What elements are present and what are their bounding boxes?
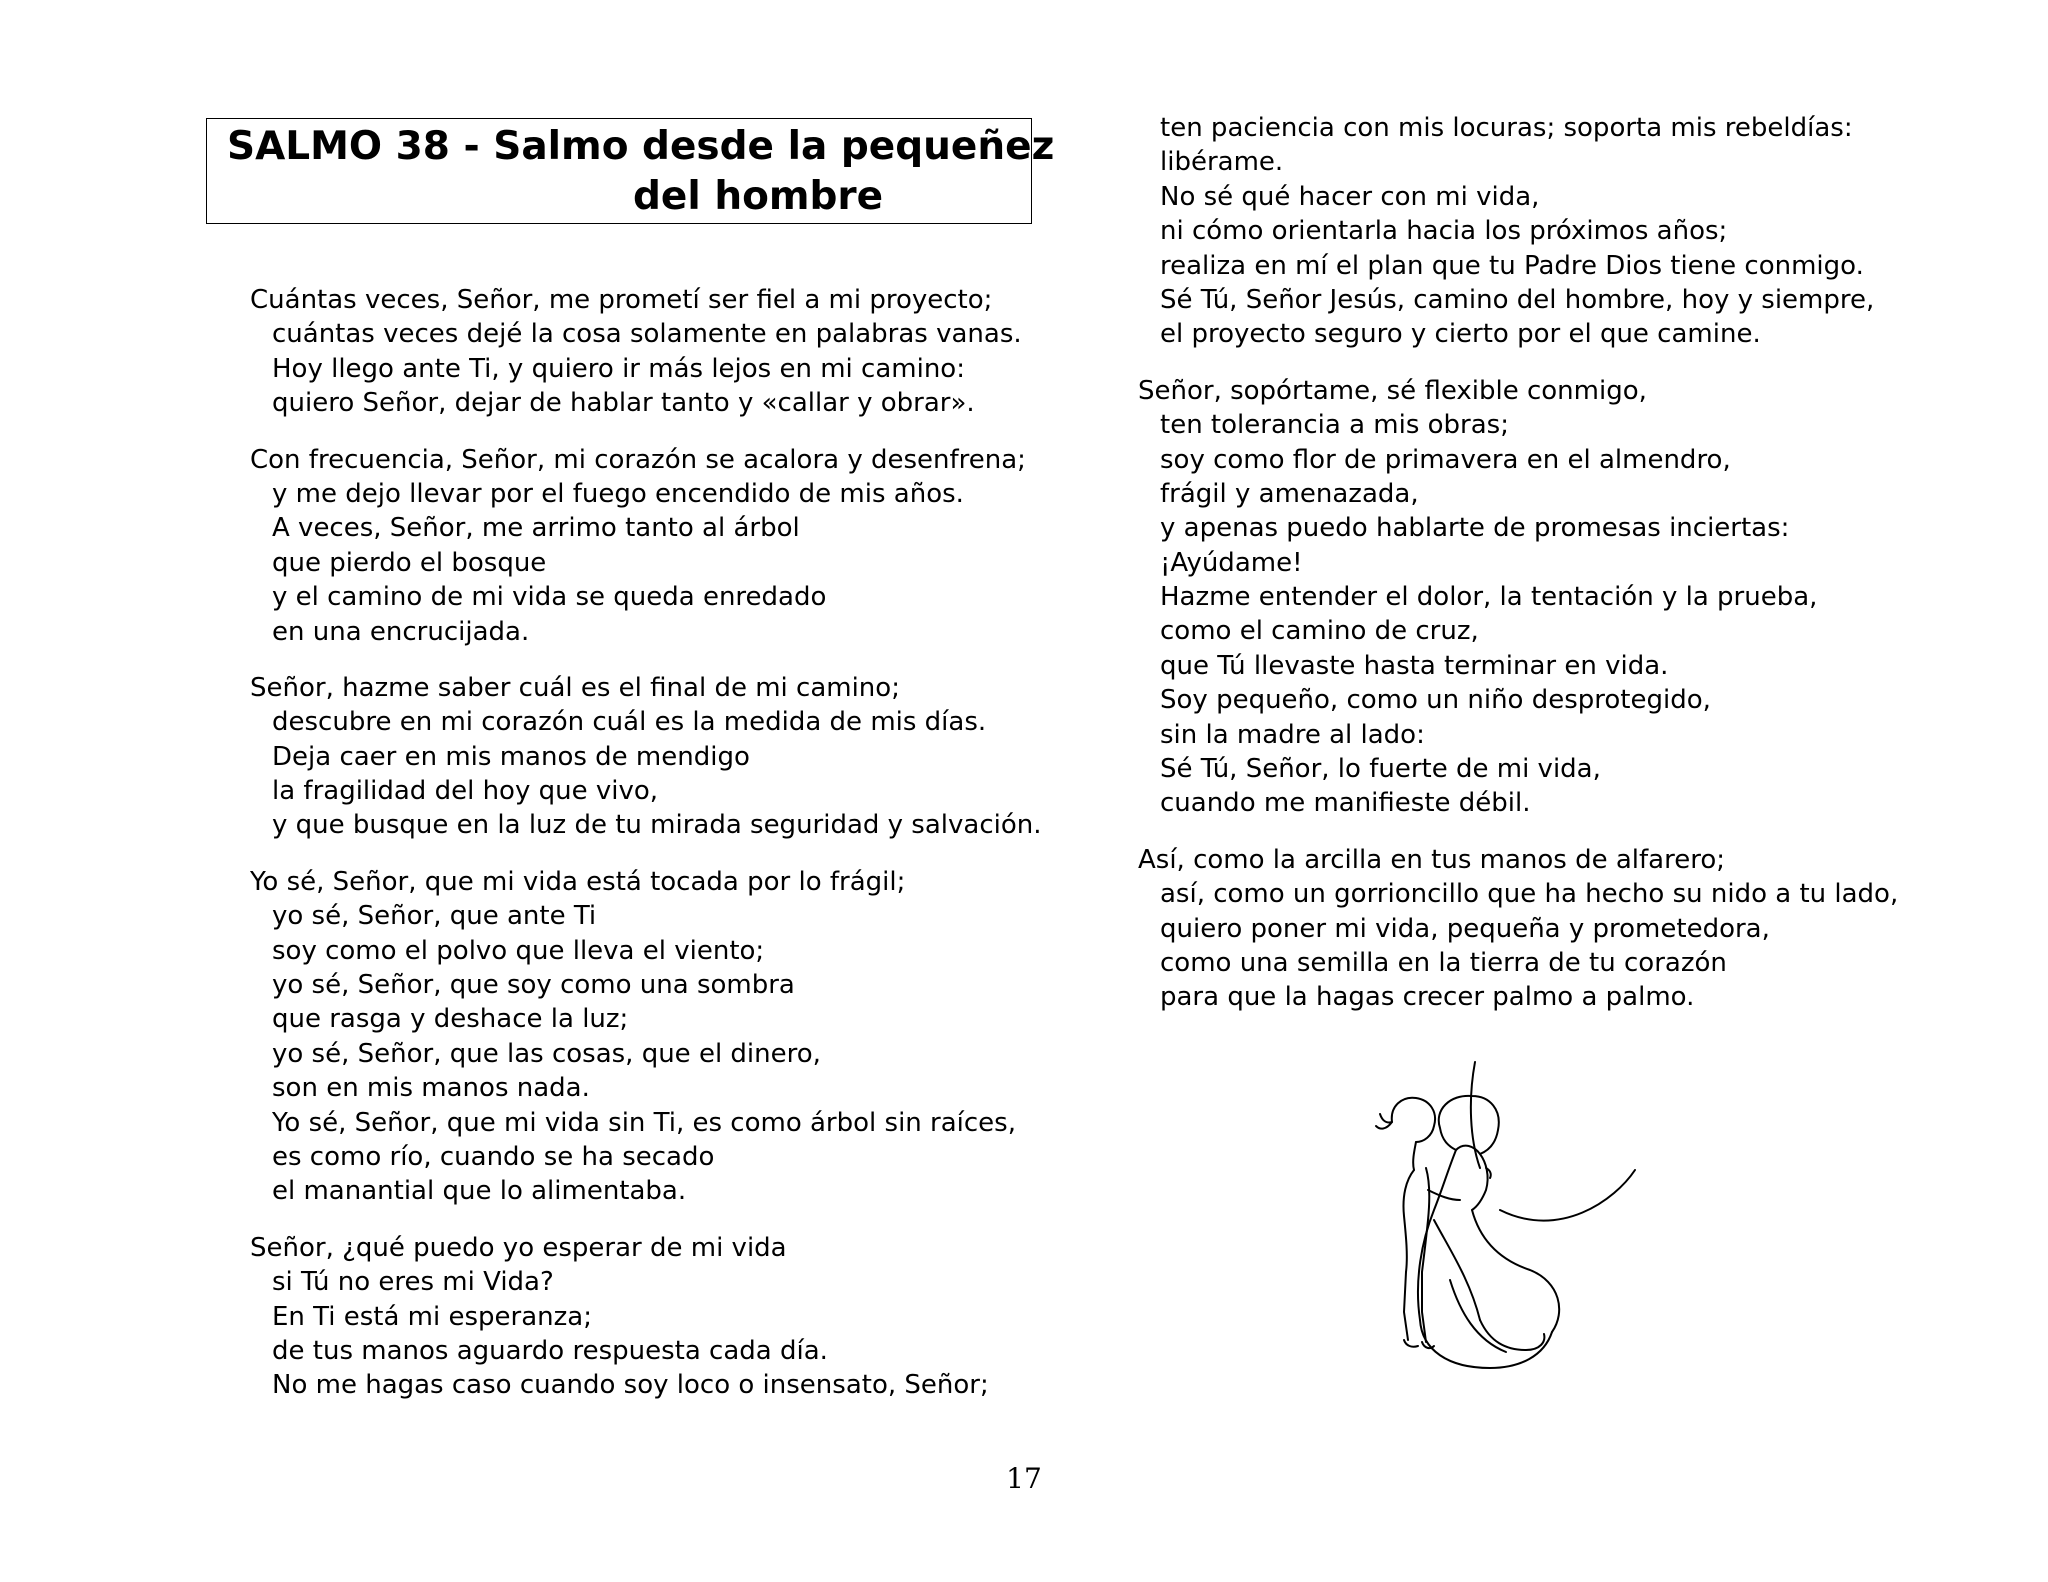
psalm-line: como el camino de cruz, — [1160, 616, 1479, 647]
psalm-line: el proyecto seguro y cierto por el que camine. — [1160, 319, 1761, 350]
psalm-line: ni cómo orientarla hacia los próximos años; — [1160, 216, 1728, 247]
psalm-line: y que busque en la luz de tu mirada seguridad y salvación. — [272, 810, 1042, 841]
psalm-line: Señor, hazme saber cuál es el final de mi camino; — [250, 672, 900, 703]
title-box — [206, 118, 1055, 224]
stanza — [250, 443, 1042, 649]
psalm-line: En Ti está mi esperanza; — [272, 1301, 592, 1332]
psalm-line: yo sé, Señor, que las cosas, que el dinero, — [272, 1038, 821, 1069]
psalm-line: si Tú no eres mi Vida? — [272, 1267, 554, 1298]
psalm-line: sin la madre al lado: — [1160, 719, 1425, 750]
psalm-line: es como río, cuando se ha secado — [272, 1141, 715, 1172]
psalm-line: Así, como la arcilla en tus manos de alfarero; — [1138, 844, 1726, 875]
psalm-line: Soy pequeño, como un niño desprotegido, — [1160, 685, 1711, 716]
stanza — [250, 283, 1042, 421]
psalm-line: soy como el polvo que lleva el viento; — [272, 935, 765, 966]
page-number: 17 — [1006, 1462, 1042, 1495]
stanza — [1138, 843, 1898, 1015]
psalm-line: soy como flor de primavera en el almendro, — [1160, 444, 1731, 475]
psalm-line: yo sé, Señor, que ante Ti — [272, 901, 597, 932]
psalm-line: libérame. — [1160, 147, 1284, 178]
psalm-line: Yo sé, Señor, que mi vida está tocada por lo frágil; — [250, 866, 906, 897]
psalm-line: Sé Tú, Señor Jesús, camino del hombre, hoy y siempre, — [1160, 284, 1875, 315]
psalm-line: quiero Señor, dejar de hablar tanto y «callar y obrar». — [272, 388, 975, 419]
psalm-line: descubre en mi corazón cuál es la medida de mis días. — [272, 707, 987, 738]
psalm-line: así, como un gorrioncillo que ha hecho su nido a tu lado, — [1160, 879, 1899, 910]
psalm-line: ten tolerancia a mis obras; — [1160, 410, 1509, 441]
psalm-line: el manantial que lo alimentaba. — [272, 1176, 687, 1207]
psalm-line: la fragilidad del hoy que vivo, — [272, 776, 659, 807]
psalm-line: de tus manos aguardo respuesta cada día. — [272, 1335, 828, 1366]
psalm-line: son en mis manos nada. — [272, 1073, 590, 1104]
psalm-line: frágil y amenazada, — [1160, 478, 1419, 509]
psalm-line: que Tú llevaste hasta terminar en vida. — [1160, 650, 1669, 681]
stanza — [250, 865, 1042, 1209]
page-title-continued: del hombre — [633, 174, 884, 219]
psalm-line: Yo sé, Señor, que mi vida sin Ti, es como árbol sin raíces, — [272, 1107, 1016, 1138]
stanza — [250, 671, 1042, 843]
psalm-line: para que la hagas crecer palmo a palmo. — [1160, 982, 1695, 1013]
psalm-line: No me hagas caso cuando soy loco o insensato, Señor; — [272, 1370, 989, 1401]
stanza — [1138, 111, 1898, 352]
psalm-line: y me dejo llevar por el fuego encendido de mis años. — [272, 478, 964, 509]
psalm-line: quiero poner mi vida, pequeña y prometedora, — [1160, 913, 1770, 944]
psalm-line: y apenas puedo hablarte de promesas inciertas: — [1160, 513, 1790, 544]
psalm-line: Hoy llego ante Ti, y quiero ir más lejos en mi camino: — [272, 353, 965, 384]
psalm-line: ¡Ayúdame! — [1160, 547, 1303, 578]
stanza — [250, 1231, 1042, 1403]
psalm-line: y el camino de mi vida se queda enredado — [272, 582, 827, 613]
psalm-line: Deja caer en mis manos de mendigo — [272, 741, 750, 772]
psalm-line: Hazme entender el dolor, la tentación y la prueba, — [1160, 582, 1818, 613]
psalm-line: Cuántas veces, Señor, me prometí ser fiel a mi proyecto; — [250, 285, 993, 315]
psalm-line: en una encrucijada. — [272, 616, 530, 647]
psalm-line: Señor, sopórtame, sé flexible conmigo, — [1138, 375, 1647, 406]
psalm-line: A veces, Señor, me arrimo tanto al árbol — [272, 513, 800, 544]
psalm-line: que rasga y deshace la luz; — [272, 1004, 629, 1035]
left-column — [250, 283, 1042, 1425]
psalm-line: que pierdo el bosque — [272, 547, 547, 578]
psalm-line: Señor, ¿qué puedo yo esperar de mi vida — [250, 1232, 787, 1263]
psalm-line: cuando me manifieste débil. — [1160, 788, 1531, 819]
psalm-line: realiza en mí el plan que tu Padre Dios tiene conmigo. — [1160, 250, 1864, 281]
psalm-line: Sé Tú, Señor, lo fuerte de mi vida, — [1160, 754, 1601, 785]
psalm-line: cuántas veces dejé la cosa solamente en palabras vanas. — [272, 319, 1022, 350]
psalm-line: No sé qué hacer con mi vida, — [1160, 181, 1540, 212]
stanza — [1138, 374, 1898, 821]
psalm-line: Con frecuencia, Señor, mi corazón se acalora y desenfrena; — [250, 444, 1026, 475]
psalm-line: ten paciencia con mis locuras; soporta mis rebeldías: — [1160, 113, 1853, 143]
psalm-line: yo sé, Señor, que soy como una sombra — [272, 970, 795, 1001]
right-column — [1138, 111, 1898, 1037]
mother-and-child-drawing-icon — [1330, 1050, 1730, 1400]
page-title: SALMO 38 - Salmo desde la pequeñez — [227, 124, 1055, 169]
psalm-line: como una semilla en la tierra de tu corazón — [1160, 947, 1727, 978]
